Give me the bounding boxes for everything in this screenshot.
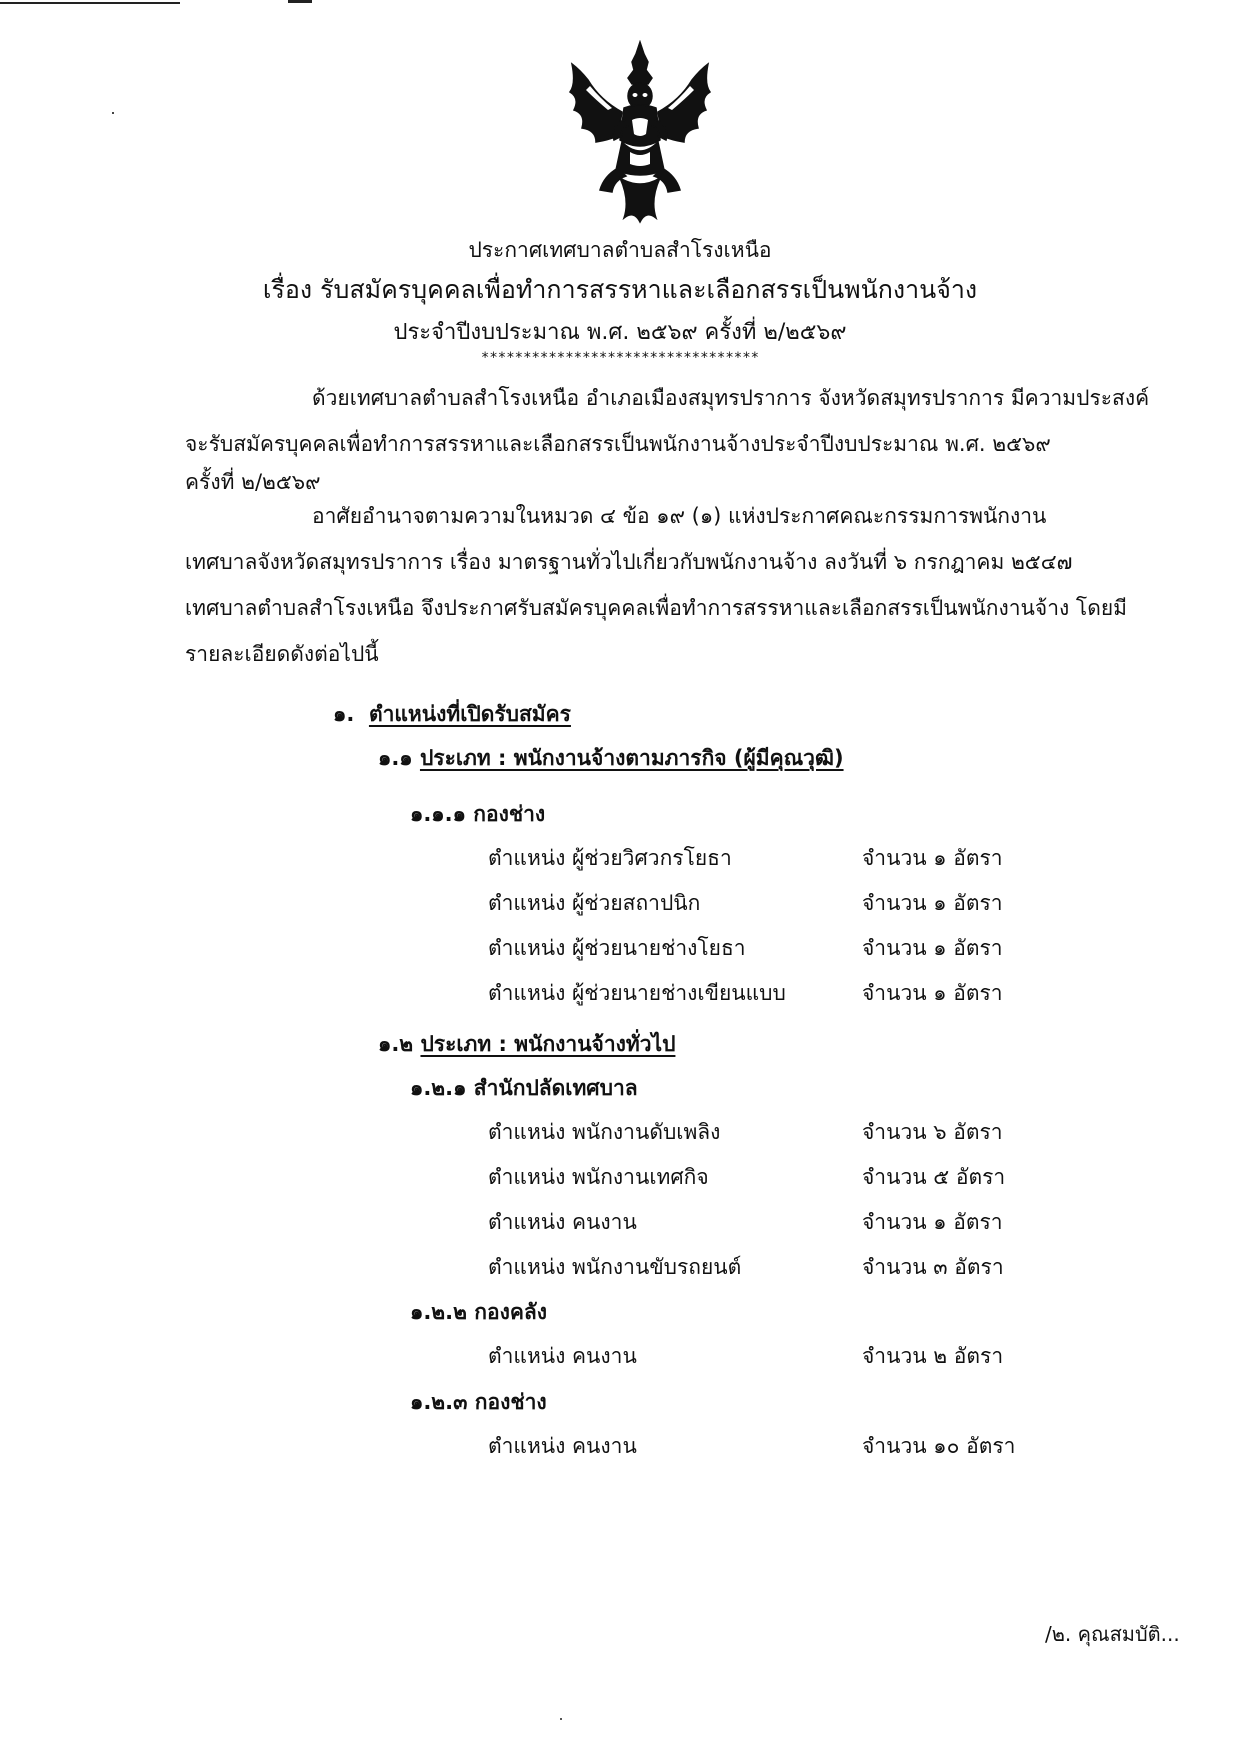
- position-count: จำนวน ๑๐ อัตรา: [862, 1434, 1016, 1458]
- paragraph-2-line-4: รายละเอียดดังต่อไปนี้: [185, 642, 379, 666]
- position-row: [0, 932, 1240, 962]
- position-name: คนงาน: [572, 1344, 637, 1368]
- position-count: จำนวน ๑ อัตรา: [862, 891, 1003, 915]
- position-row: [0, 1161, 1240, 1191]
- position-label: ตำแหน่ง: [488, 1255, 566, 1279]
- section-1-2-number: ๑.๒: [378, 1032, 414, 1056]
- section-1-1-heading: [378, 742, 844, 775]
- position-name: พนักงานขับรถยนต์: [572, 1255, 742, 1279]
- section-1-number: ๑.: [333, 702, 355, 726]
- position-name: คนงาน: [572, 1434, 637, 1458]
- section-1-heading: [333, 698, 571, 731]
- section-1-title: ตำแหน่งที่เปิดรับสมัคร: [368, 702, 571, 726]
- paragraph-1-line-2: จะรับสมัครบุคคลเพื่อทำการสรรหาและเลือกสรรเป็นพนักงานจ้างประจำปีงบประมาณ พ.ศ. ๒๕๖๙: [185, 432, 1051, 456]
- position-row: [0, 1116, 1240, 1146]
- position-count: จำนวน ๑ อัตรา: [862, 1210, 1003, 1234]
- position-label: ตำแหน่ง: [488, 891, 566, 915]
- position-row: [0, 1206, 1240, 1236]
- position-count: จำนวน ๓ อัตรา: [862, 1255, 1004, 1279]
- section-1-1-number: ๑.๑: [378, 746, 413, 770]
- position-label: ตำแหน่ง: [488, 981, 566, 1005]
- position-row: [0, 1430, 1240, 1460]
- garuda-emblem-icon: [560, 40, 720, 225]
- position-label: ตำแหน่ง: [488, 1210, 566, 1234]
- position-count: จำนวน ๑ อัตรา: [862, 981, 1003, 1005]
- announcement-subject: เรื่อง รับสมัครบุคคลเพื่อทำการสรรหาและเลือกสรรเป็นพนักงานจ้าง: [262, 275, 978, 304]
- position-label: ตำแหน่ง: [488, 1120, 566, 1144]
- position-name: ผู้ช่วยนายช่างเขียนแบบ: [572, 981, 786, 1005]
- position-name: พนักงานดับเพลิง: [572, 1120, 721, 1144]
- continued-on-next-page: /๒. คุณสมบัติ...: [1045, 1622, 1180, 1646]
- position-row: [0, 887, 1240, 917]
- paragraph-1-line-1: ด้วยเทศบาลตำบลสำโรงเหนือ อำเภอเมืองสมุทรปราการ จังหวัดสมุทรปราการ มีความประสงค์: [312, 386, 1150, 410]
- position-row: [0, 842, 1240, 872]
- position-count: จำนวน ๑ อัตรา: [862, 846, 1003, 870]
- section-1-2-title: ประเภท : พนักงานจ้างทั่วไป: [420, 1032, 676, 1056]
- position-row: [0, 1251, 1240, 1281]
- section-1-2-3-heading: ๑.๒.๓ กองช่าง: [410, 1390, 547, 1414]
- position-label: ตำแหน่ง: [488, 1434, 566, 1458]
- section-1-1-1-heading: ๑.๑.๑ กองช่าง: [410, 802, 546, 826]
- announcement-fiscal-year: ประจำปีงบประมาณ พ.ศ. ๒๕๖๙ ครั้งที่ ๒/๒๕๖๙: [393, 320, 847, 345]
- position-row: [0, 1340, 1240, 1370]
- paragraph-1-line-3: ครั้งที่ ๒/๒๕๖๙: [185, 470, 321, 494]
- position-name: ผู้ช่วยนายช่างโยธา: [572, 936, 746, 960]
- separator-stars: *********************************: [480, 350, 760, 366]
- scan-artifact-dot: [560, 1718, 562, 1720]
- position-name: พนักงานเทศกิจ: [572, 1165, 709, 1189]
- section-1-2-2-heading: ๑.๒.๒ กองคลัง: [410, 1300, 548, 1324]
- scan-artifact-dot: [112, 112, 114, 114]
- paragraph-2-line-3: เทศบาลตำบลสำโรงเหนือ จึงประกาศรับสมัครบุคคลเพื่อทำการสรรหาและเลือกสรรเป็นพนักงานจ้าง โดยมี: [185, 596, 1127, 620]
- paragraph-2-line-2: เทศบาลจังหวัดสมุทรปราการ เรื่อง มาตรฐานทั่วไปเกี่ยวกับพนักงานจ้าง ลงวันที่ ๖ กรกฎาคม ๒๕๔๗: [185, 550, 1073, 574]
- position-row: [0, 977, 1240, 1007]
- position-count: จำนวน ๒ อัตรา: [862, 1344, 1004, 1368]
- position-label: ตำแหน่ง: [488, 1344, 566, 1368]
- scan-artifact-mark: [288, 0, 312, 3]
- section-1-1-title: ประเภท : พนักงานจ้างตามภารกิจ (ผู้มีคุณวุฒิ): [419, 746, 844, 770]
- position-label: ตำแหน่ง: [488, 936, 566, 960]
- paragraph-2-line-1: อาศัยอำนาจตามความในหมวด ๔ ข้อ ๑๙ (๑) แห่งประกาศคณะกรรมการพนักงาน: [312, 504, 1047, 528]
- announcement-issuer: ประกาศเทศบาลตำบลสำโรงเหนือ: [468, 238, 772, 262]
- position-count: จำนวน ๖ อัตรา: [862, 1120, 1003, 1144]
- position-count: จำนวน ๕ อัตรา: [862, 1165, 1006, 1189]
- position-count: จำนวน ๑ อัตรา: [862, 936, 1003, 960]
- section-1-2-heading: [378, 1028, 675, 1061]
- section-1-2-1-heading: ๑.๒.๑ สำนักปลัดเทศบาล: [410, 1076, 638, 1100]
- scan-artifact-line: [0, 2, 180, 4]
- position-label: ตำแหน่ง: [488, 846, 566, 870]
- position-name: คนงาน: [572, 1210, 637, 1234]
- position-label: ตำแหน่ง: [488, 1165, 566, 1189]
- position-name: ผู้ช่วยสถาปนิก: [572, 891, 701, 915]
- position-name: ผู้ช่วยวิศวกรโยธา: [572, 846, 732, 870]
